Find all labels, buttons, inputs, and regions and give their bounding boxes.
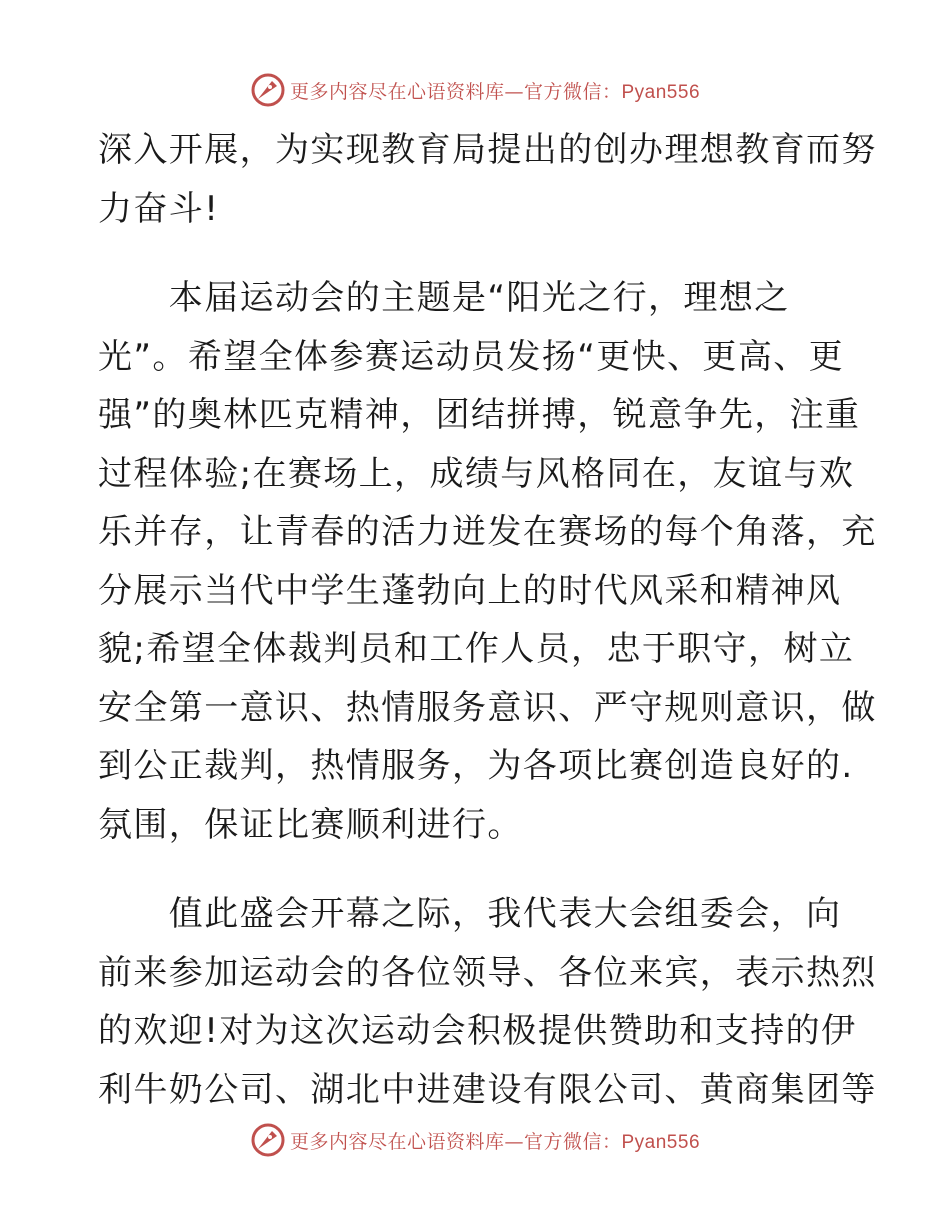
- text-line: 本届运动会的主题是“阳光之行，理想之: [98, 278, 790, 318]
- text-line: 利牛奶公司、湖北中进建设有限公司、黄商集团等: [98, 1069, 877, 1110]
- text-line: 强”的奥林匹克精神，团结拼搏，锐意争先，注重: [98, 395, 861, 435]
- pen-nib-logo-icon: [250, 72, 286, 108]
- pen-nib-logo-icon: [250, 1122, 286, 1158]
- text-line: 到公正裁判，热情服务，为各项比赛创造良好的.: [98, 746, 854, 786]
- paragraph-2: [98, 269, 877, 854]
- wechat-account: Pyan556: [621, 81, 701, 103]
- text-line: 分展示当代中学生蓬勃向上的时代风采和精神风: [98, 570, 842, 611]
- footer-banner: [0, 1118, 950, 1162]
- banner-caption: 更多内容尽在心语资料库—官方微信：Pyan556: [289, 80, 701, 103]
- text-line: 深入开展，为实现教育局提出的创办理想教育而努: [98, 130, 877, 170]
- text-line: 安全第一意识、热情服务意识、严守规则意识，做: [98, 687, 877, 728]
- document-body: [98, 121, 877, 1119]
- text-line: 值此盛会开幕之际，我代表大会组委会，向: [98, 894, 842, 934]
- text-line: 过程体验;在赛场上，成绩与风格同在，友谊与欢: [98, 453, 855, 494]
- paragraph-1: [98, 121, 877, 238]
- text-line: 光”。希望全体参赛运动员发扬“更快、更高、更: [98, 336, 845, 377]
- header-banner: [0, 68, 950, 112]
- wechat-account: Pyan556: [621, 1131, 701, 1153]
- text-line: 氛围，保证比赛顺利进行。: [98, 804, 523, 845]
- text-line: 乐并存，让青春的活力迸发在赛场的每个角落，充: [98, 512, 877, 552]
- text-line: 前来参加运动会的各位领导、各位来宾，表示热烈: [98, 952, 877, 993]
- paragraph-3: [98, 885, 877, 1119]
- text-line: 的欢迎!对为这次运动会积极提供赞助和支持的伊: [98, 1011, 857, 1051]
- banner-caption: 更多内容尽在心语资料库—官方微信：Pyan556: [289, 1130, 701, 1153]
- text-line: 力奋斗!: [98, 188, 220, 229]
- text-line: 貌;希望全体裁判员和工作人员，忠于职守，树立: [98, 629, 855, 669]
